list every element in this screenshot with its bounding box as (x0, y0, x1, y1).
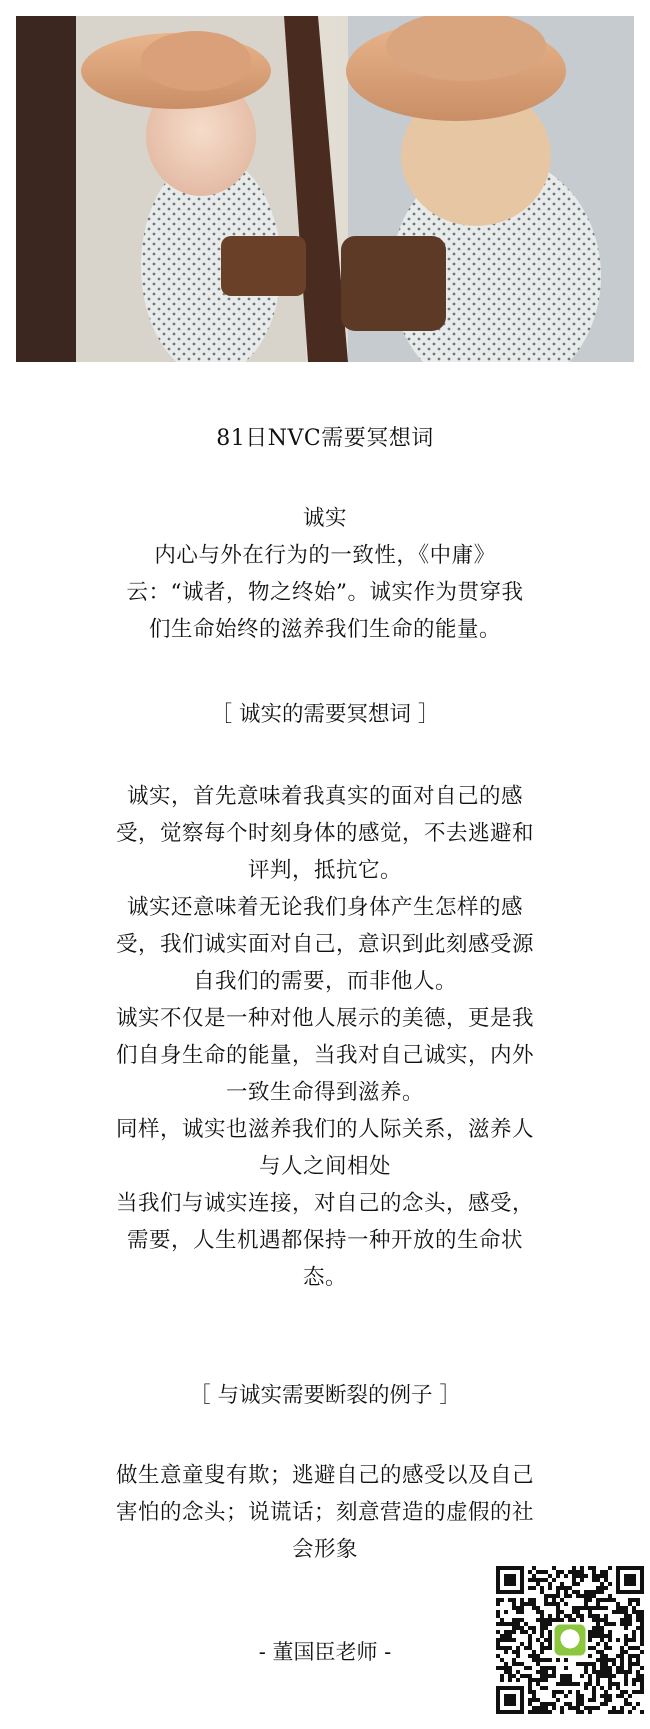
body-line: 同样，诚实也滋养我们的人际关系，滋养人 (115, 1117, 534, 1142)
body-line: 一致生命得到滋养。 (225, 1080, 424, 1105)
section-heading-meditation: ［ 诚实的需要冥想词 ］ (210, 702, 440, 727)
body-line: 受，觉察每个时刻身体的感觉，不去逃避和 (115, 821, 534, 846)
body-line: 与人之间相处 (258, 1154, 391, 1179)
body-line: 们自身生命的能量，当我对自己诚实，内外 (115, 1043, 534, 1068)
body-line: 诚实不仅是一种对他人展示的美德，更是我 (115, 1006, 534, 1031)
body-line: 受，我们诚实面对自己，意识到此刻感受源 (115, 932, 534, 957)
girl-with-hat-mirror-photo-icon (16, 16, 634, 362)
body-line: 评判，抵抗它。 (247, 858, 402, 883)
intro-line: 们生命始终的滋养我们生命的能量。 (148, 617, 501, 642)
example-line: 会形象 (291, 1537, 358, 1562)
examples-text-block (78, 1457, 572, 1568)
intro-line: 内心与外在行为的一致性，《中庸》 (154, 543, 496, 568)
page-title: 81日NVC需要冥想词 (216, 426, 434, 451)
body-line: 诚实还意味着无论我们身体产生怎样的感 (126, 895, 523, 920)
meditation-text-block (78, 778, 572, 1296)
author-signature: - 董国臣老师 - (258, 1640, 392, 1664)
example-line: 害怕的念头；说谎话；刻意营造的虚假的社 (115, 1500, 534, 1525)
body-line: 自我们的需要，而非他人。 (192, 969, 457, 994)
body-line: 需要，人生机遇都保持一种开放的生命状 (126, 1228, 523, 1253)
intro-block (78, 500, 572, 648)
body-line: 态。 (302, 1265, 347, 1290)
example-line: 做生意童叟有欺；逃避自己的感受以及自己 (115, 1463, 534, 1488)
section-heading-examples: ［ 与诚实需要断裂的例子 ］ (189, 1383, 461, 1408)
body-line: 诚实，首先意味着我真实的面对自己的感 (126, 784, 523, 809)
intro-line: 诚实 (302, 506, 347, 531)
body-line: 当我们与诚实连接，对自己的念头，感受， (115, 1191, 534, 1216)
intro-line: 云：“诚者，物之终始”。诚实作为贯穿我 (126, 580, 524, 605)
qr-code (496, 1566, 644, 1714)
qr-code-icon (496, 1566, 644, 1714)
header-photo (16, 16, 634, 362)
